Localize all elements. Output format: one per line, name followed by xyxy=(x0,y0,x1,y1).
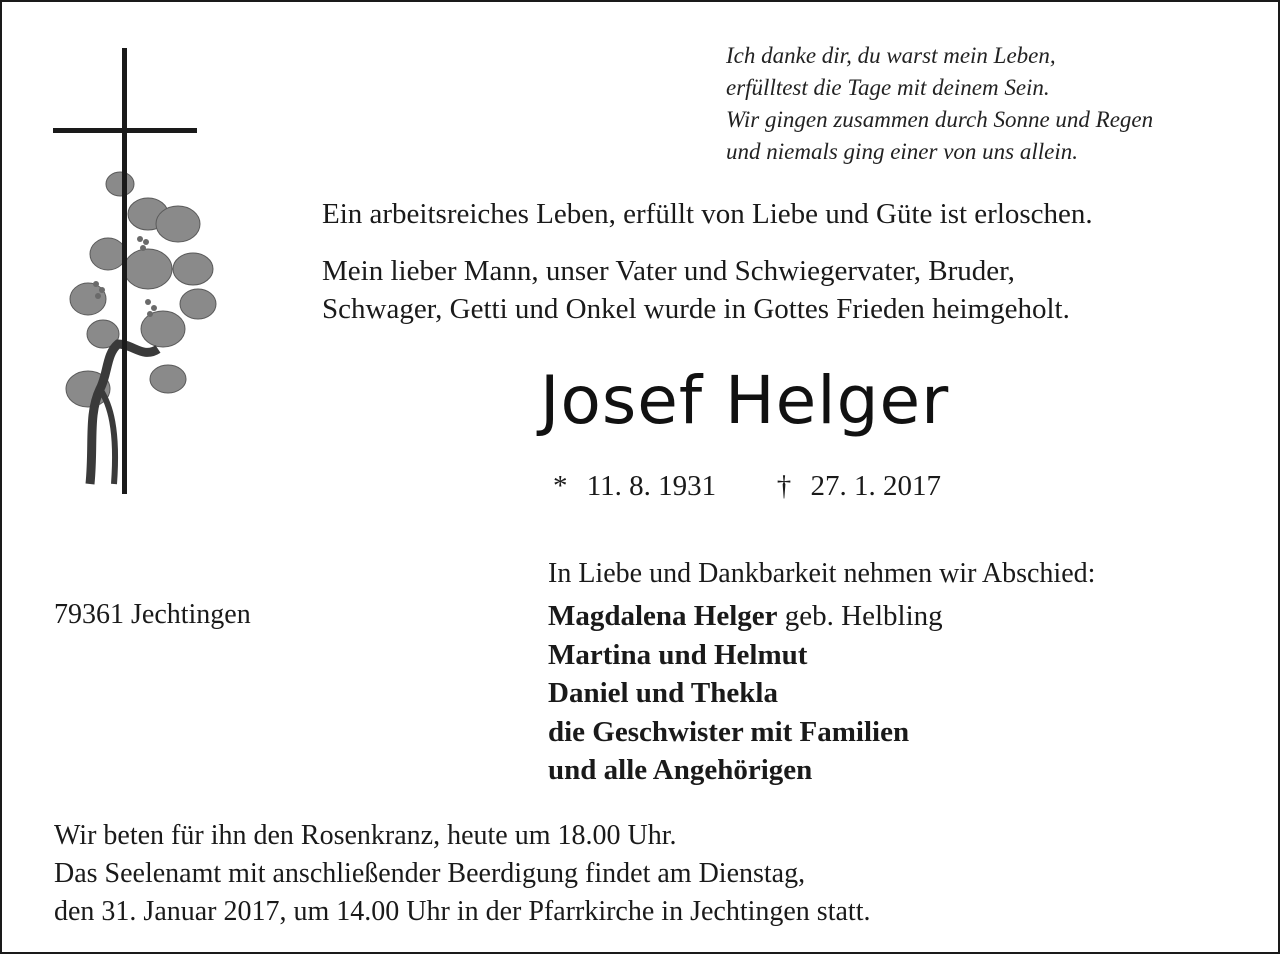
death-date: 27. 1. 2017 xyxy=(810,470,941,502)
poem-line: Ich danke dir, du warst mein Leben, xyxy=(726,43,1056,68)
mourner-item: Martina und Helmut xyxy=(548,638,808,671)
poem xyxy=(726,40,1256,168)
mourners-list xyxy=(548,597,943,790)
intro-paragraph xyxy=(322,252,1262,328)
cross-horizontal-bar xyxy=(53,128,197,133)
intro-line: Mein lieber Mann, unser Vater und Schwiegervater, Bruder, xyxy=(322,255,1015,287)
mourner-item: Daniel und Thekla xyxy=(548,677,778,709)
mourner-item: die Geschwister mit Familien xyxy=(548,715,910,748)
intro-line: Schwager, Getti und Onkel wurde in Gottes Frieden heimgeholt. xyxy=(322,293,1070,325)
mourners-lead: In Liebe und Dankbarkeit nehmen wir Abschied: xyxy=(548,558,1096,589)
location: 79361 Jechtingen xyxy=(54,599,251,630)
birth-date: 11. 8. 1931 xyxy=(586,470,717,502)
poem-line: erfülltest die Tage mit deinem Sein. xyxy=(726,75,1050,100)
mourner-item: und alle Angehörigen xyxy=(548,754,813,786)
service-line: Wir beten für ihn den Rosenkranz, heute um 18.00 Uhr. xyxy=(54,820,677,851)
vine-leaves xyxy=(66,172,216,407)
service-line: Das Seelenamt mit anschließender Beerdigung findet am Dienstag, xyxy=(54,858,806,889)
service-line: den 31. Januar 2017, um 14.00 Uhr in der Pfarrkirche in Jechtingen statt. xyxy=(54,896,871,927)
poem-line: Wir gingen zusammen durch Sonne und Regen xyxy=(726,107,1154,132)
deceased-name: Josef Helger xyxy=(540,362,950,439)
mourner-item xyxy=(548,597,943,636)
service-details xyxy=(54,817,1254,931)
mourner-name: Magdalena Helger xyxy=(548,600,778,632)
cross-vertical-bar xyxy=(122,48,127,494)
birth-symbol: * xyxy=(553,470,568,502)
life-dates xyxy=(553,468,941,504)
cross-with-vine-icon xyxy=(48,44,228,499)
death-symbol: † xyxy=(776,470,792,502)
mourner-maiden-name: geb. Helbling xyxy=(777,600,943,632)
poem-line: und niemals ging einer von uns allein. xyxy=(726,139,1078,164)
intro-sentence: Ein arbeitsreiches Leben, erfüllt von Liebe und Güte ist erloschen. xyxy=(322,198,1093,230)
